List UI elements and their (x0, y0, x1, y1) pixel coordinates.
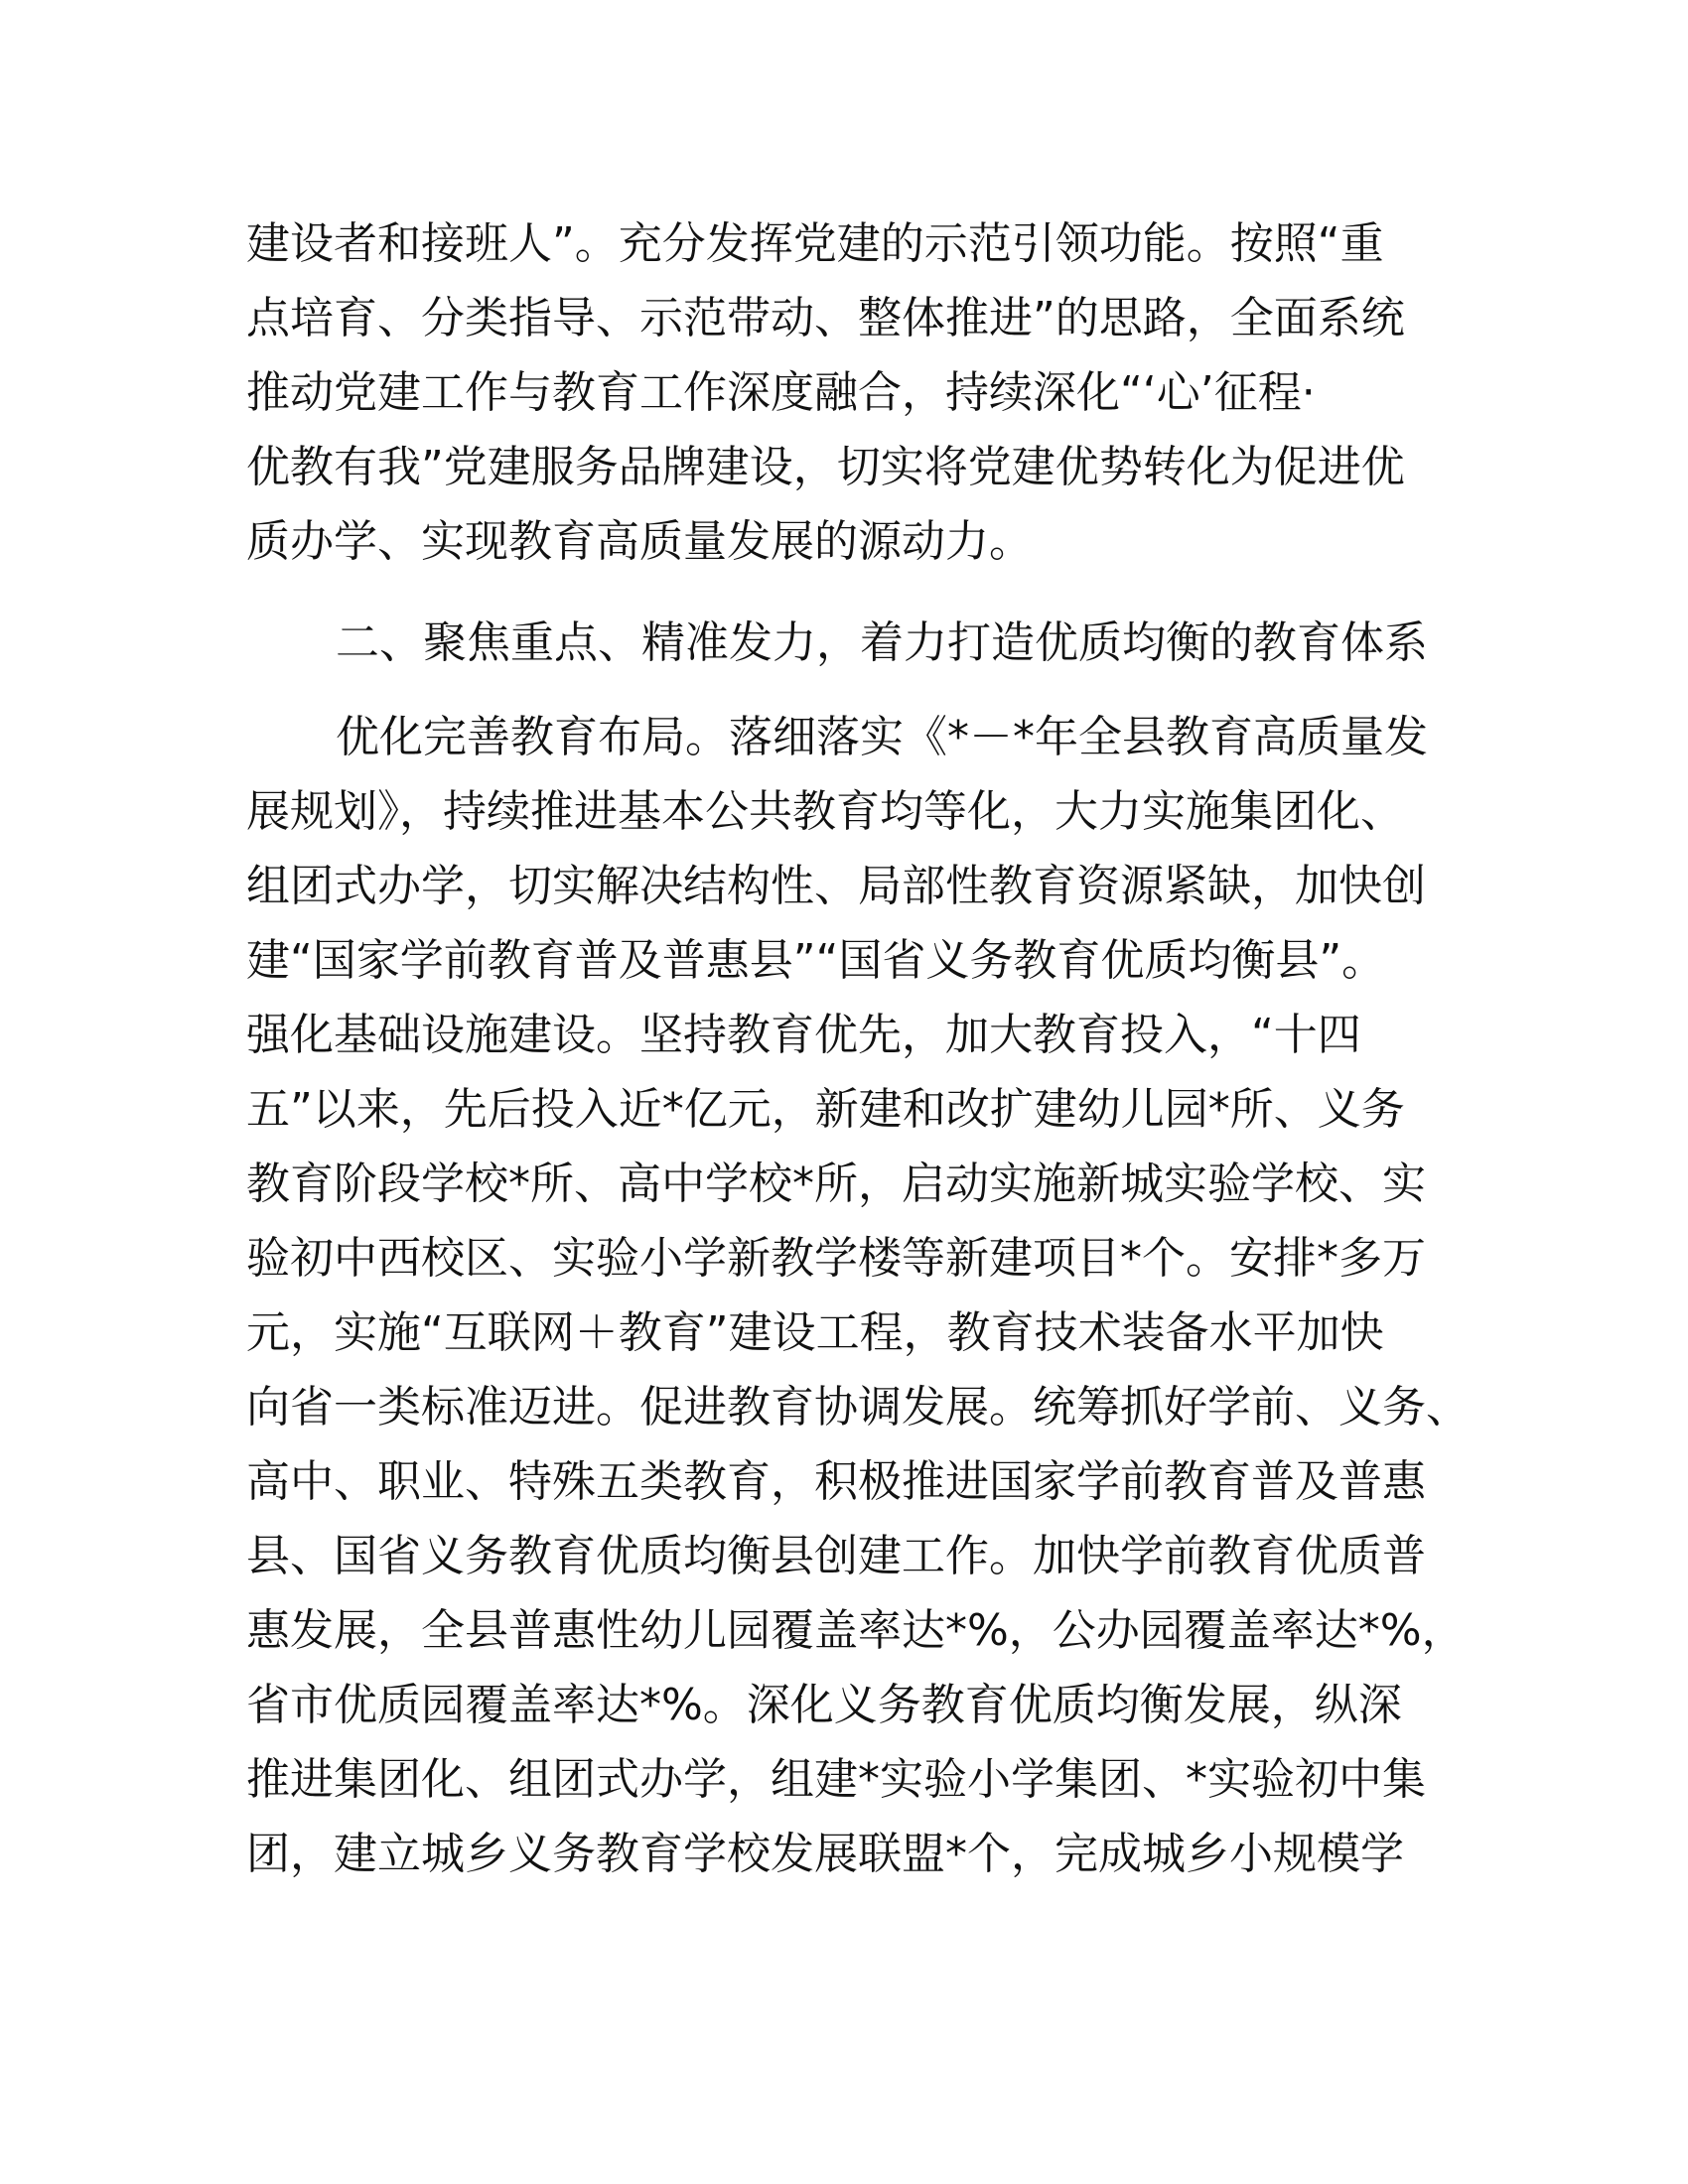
paragraph-line: 县、国省义务教育优质均衡县创建工作。加快学前教育优质普 (246, 1531, 1426, 1581)
paragraph-line: 组团式办学，切实解决结构性、局部性教育资源紧缺，加快创 (246, 861, 1426, 911)
paragraph-line: 强化基础设施建设。坚持教育优先，加大教育投入，“十四 (246, 1010, 1361, 1060)
paragraph-line: 惠发展，全县普惠性幼儿园覆盖率达*%，公办园覆盖率达*%， (246, 1605, 1466, 1656)
paragraph-line: 优化完善教育布局。落细落实《*－*年全县教育高质量发 (336, 712, 1428, 762)
paragraph-line: 五”以来，先后投入近*亿元，新建和改扩建幼儿园*所、义务 (246, 1084, 1405, 1135)
paragraph-line: 元，实施“互联网＋教育”建设工程，教育技术装备水平加快 (246, 1307, 1384, 1358)
body-text-line: 推动党建工作与教育工作深度融合，持续深化“‘心’征程· (246, 367, 1316, 418)
paragraph-line: 验初中西校区、实验小学新教学楼等新建项目*个。安排*多万 (246, 1233, 1426, 1284)
body-text-line: 优教有我”党建服务品牌建设，切实将党建优势转化为促进优 (246, 442, 1405, 492)
body-text-line: 点培育、分类指导、示范带动、整体推进”的思路，全面系统 (246, 293, 1405, 343)
paragraph-line: 团，建立城乡义务教育学校发展联盟*个，完成城乡小规模学 (246, 1829, 1404, 1879)
body-text-line: 建设者和接班人”。充分发挥党建的示范引领功能。按照“重 (246, 218, 1384, 269)
paragraph-line: 推进集团化、组团式办学，组建*实验小学集团、*实验初中集 (246, 1754, 1426, 1805)
section-heading: 二、聚焦重点、精准发力，着力打造优质均衡的教育体系 (336, 617, 1428, 668)
paragraph-line: 省市优质园覆盖率达*%。深化义务教育优质均衡发展，纵深 (246, 1680, 1402, 1730)
paragraph-line: 建“国家学前教育普及普惠县”“国省义务教育优质均衡县”。 (246, 935, 1386, 986)
body-text-line: 质办学、实现教育高质量发展的源动力。 (246, 516, 1033, 567)
paragraph-line: 教育阶段学校*所、高中学校*所，启动实施新城实验学校、实 (246, 1159, 1426, 1209)
paragraph-line: 高中、职业、特殊五类教育，积极推进国家学前教育普及普惠 (246, 1456, 1426, 1507)
paragraph-line: 展规划》，持续推进基本公共教育均等化，大力实施集团化、 (246, 786, 1404, 837)
paragraph-line: 向省一类标准迈进。促进教育协调发展。统筹抓好学前、义务、 (246, 1382, 1470, 1433)
